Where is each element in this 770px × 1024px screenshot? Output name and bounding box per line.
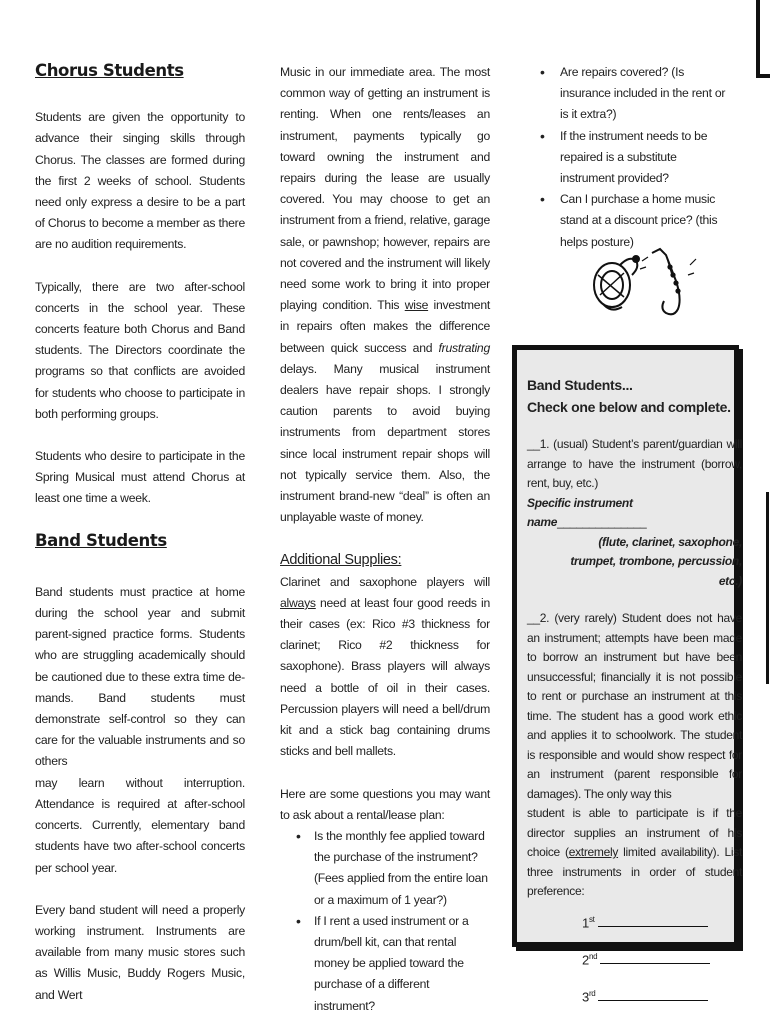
questions-intro: Here are some questions you may want to ask about a rental/lease plan: <box>280 786 490 822</box>
tuba-icon <box>594 256 639 310</box>
specific-instrument-blank[interactable]: ______________ <box>557 515 647 529</box>
option-1-blank[interactable]: __1. <box>527 437 550 451</box>
list-item <box>540 126 730 190</box>
preference-2-number: 2 <box>582 952 589 968</box>
column-1 <box>35 60 245 1006</box>
preference-2-blank[interactable] <box>600 950 710 964</box>
preference-1-number: 1 <box>582 914 589 930</box>
chorus-heading: Chorus Students <box>35 61 184 80</box>
preference-2 <box>527 941 742 976</box>
option-1-text: (usual) Student’s parent/guardian will arrange to have the instrument (borrow, rent, buy, etc.) <box>527 437 742 490</box>
preference-3-blank[interactable] <box>598 987 708 1001</box>
list-item <box>280 911 490 1017</box>
preference-1-suffix: st <box>588 914 595 924</box>
question-3: Are repairs covered? (Is insurance included in the rent or is it extra?) <box>560 65 726 122</box>
band-paragraph-2: Every band student will need a properly working instrument. Instruments are available from many music stores such as Willis Music, Buddy Rogers Music, and Wert <box>35 902 245 1002</box>
preference-3-suffix: rd <box>588 989 596 999</box>
rental-text-b: investment in repairs often makes the difference between quick success and <box>280 298 490 355</box>
extremely-word: extremely <box>568 845 619 859</box>
frustrating-word: frustrating <box>438 340 490 355</box>
instruments-illustration <box>590 245 700 320</box>
band-form-box <box>512 345 742 1005</box>
supplies-heading: Additional Supplies: <box>280 552 402 569</box>
chorus-paragraph-2: Typically, there are two after-school concerts in the school year. These concerts feature both Chorus and Band students. The Directors coordinate the programs so that conflicts are avoided for students who choose to participate in both performing groups. <box>35 279 245 421</box>
always-word: always <box>280 595 316 610</box>
specific-instrument-line <box>527 494 742 533</box>
band-paragraph-1b: may learn without interruption. Attendance is required at after-school concerts. Currently, elementary band students have two after-school concerts per school year. <box>35 775 245 875</box>
option-2-text-c: limited availability). List three instruments in order of student preference: <box>527 845 742 898</box>
question-1: Is the monthly fee applied toward the purchase of the instrument? <box>314 828 485 865</box>
chorus-paragraph-1: Students are given the opportunity to advance their singing skills through Chorus. The classes are formed during the first 2 weeks of school. Students need only express a desire to be a part of Chorus to become a member as there are no audition requirements. <box>35 110 245 252</box>
edge-fold-line <box>766 492 769 684</box>
rental-text-c: delays. Many musical instrument dealers have repair shops. I strongly caution parents to avoid buying instruments from department stores since local instrument repair shops will not typically service them. Also, the instrument brand-new “deal” is often an unplayable waste of money. <box>280 361 490 525</box>
option-2-text-b: student is able to participate is if the director supplies an instrument of his choice ( <box>527 806 742 859</box>
question-2: If I rent a used instrument or a drum/bell kit, can that rental money be applied toward the purchase of a different instrument? <box>314 913 469 1013</box>
supplies-text-b: need at least four good reeds in their cases (ex: Rico #3 thickness for clarinet; Rico #2 thickness for saxophone). Brass players will always need a bottle of oil in their cases. Percussion players will need a bell/drum kit and a stick bag containing drums sticks and bell mallets. <box>280 595 490 759</box>
list-item <box>540 189 730 253</box>
question-1-note: (Fees applied from the entire loan or a maximum of 1 year?) <box>314 871 488 907</box>
preference-1 <box>527 904 742 939</box>
supplies-text-a: Clarinet and saxophone players will <box>280 574 490 589</box>
form-content <box>527 374 742 1013</box>
option-1 <box>527 435 742 494</box>
question-5: Can I purchase a home music stand at a discount price? (this helps posture) <box>560 192 718 249</box>
column-2 <box>280 62 490 1017</box>
list-item <box>280 826 490 911</box>
supplies-paragraph <box>280 572 490 763</box>
rental-text-a: Music in our immediate area. The most common way of getting an instrument is renting. When one rents/leases an instrument, payments typically go toward owning the instrument and repairs during the lease are usually covered. You may choose to get an instrument from a friend, relative, garage sale, or pawnshop; however, repairs are not covered and the instrument will likely need some work to bring it into proper playing condition. This <box>280 65 490 313</box>
chorus-paragraph-3: Students who desire to participate in the Spring Musical must attend Chorus at least one time a week. <box>35 449 245 506</box>
questions-list <box>280 826 490 1017</box>
option-2-text: (very rarely) Student does not have an instrument; attempts have been made to borrow an instrument but have been unsuccessful; financially it is not possible to rent or purchase an instrument at this time. The student has a good work ethic and applies it to schoolwork. The student is responsible and would show respect for an instrument (parent responsible for damages). The only way this <box>527 611 742 801</box>
questions-list-continued <box>540 62 730 253</box>
option-2-continued <box>527 804 742 902</box>
band-heading: Band Students <box>35 530 167 550</box>
form-title-line-2: Check one below and complete. <box>527 399 731 415</box>
preference-3 <box>527 978 742 1013</box>
wise-word: wise <box>404 298 429 313</box>
option-2 <box>527 609 742 804</box>
instrument-examples: (flute, clarinet, saxophone, trumpet, trombone, percussion, etc.) <box>570 534 742 588</box>
saxophone-icon <box>640 249 696 314</box>
band-paragraph-1a: Band students must practice at home during the school year and submit parent-signed practice forms. Students who are struggling academically should be cautioned due to these extra time de- mands. Band students must demonstrate self-control so they can care for the valuable instruments and so others <box>35 584 245 769</box>
rental-paragraph <box>280 62 490 528</box>
corner-crop-mark <box>756 0 770 78</box>
preference-1-blank[interactable] <box>598 913 708 927</box>
preference-2-suffix: nd <box>588 951 598 961</box>
form-title-line-1: Band Students... <box>527 377 633 393</box>
list-item <box>540 62 730 126</box>
column-3 <box>540 62 730 253</box>
specific-instrument-label: Specific instrument name <box>527 495 633 529</box>
preference-3-number: 3 <box>582 989 589 1005</box>
option-2-blank[interactable]: __2. <box>527 611 550 625</box>
question-4: If the instrument needs to be repaired is a substitute instrument provided? <box>560 128 708 186</box>
